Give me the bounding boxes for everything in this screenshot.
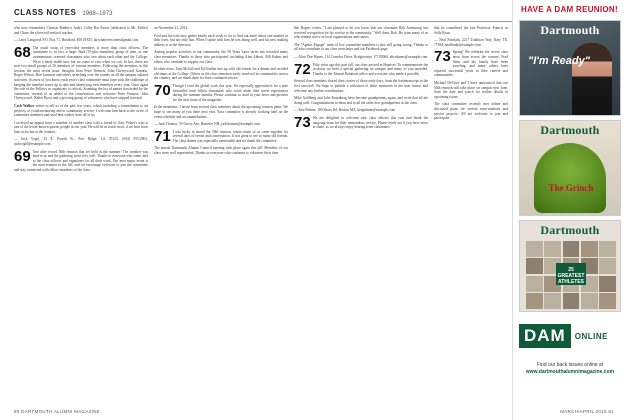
- paragraph-text: We are delighted to welcome new class officers this year and thank the outgoing team for their tremendous service. Please reach out if you have news to share, as we always enjoy hearing from classmates.: [312, 115, 428, 130]
- class-year-dropcap: 73: [434, 48, 451, 66]
- class-note-paragraph: [434, 26, 508, 35]
- cover-grinch-illustration: [534, 143, 606, 213]
- class-note-paragraph: [154, 26, 288, 31]
- paragraph-text: — Alice Doe Hanes, 114 Corridor Drive, Bridgewater, VT 05060, alicehanes@example.com: [294, 54, 428, 59]
- class-year-dropcap: 70: [154, 81, 171, 99]
- class-note-paragraph: [434, 102, 508, 120]
- dam-online-logo[interactable]: [519, 316, 621, 356]
- paragraph-text: Michael DeVries and I have announced that our 50th reunion will take place on campus next June. Save the date and watch for further details in upcoming issues.: [434, 80, 508, 99]
- paragraph-text: who now remembers Chrissie Rabbit-o Judy's Colby Bar Faster (dedicated to Mr. Esther) and Chase the silver-tail seafood cracker.: [14, 26, 148, 35]
- paragraph-text: The annual Dartmouth Alumni Council meeting took place again this fall. Members of our class were well represented. Thanks to everyone who continues to volunteer their time.: [154, 146, 288, 156]
- class-note-paragraph: [14, 38, 148, 43]
- dam-logo: DAM: [519, 324, 571, 348]
- class-note-paragraph: [14, 137, 148, 146]
- paragraph-text: The class committee recently met online and discussed plans for several mini-reunions and service projects. All are welcome to join and participate.: [434, 102, 508, 121]
- online-label: ONLINE: [574, 331, 608, 341]
- paragraph-text: The "Agents Engage" team of five committee members is also still going strong. Thanks to all who contribute to our class newsletter and our Facebook page.: [294, 42, 428, 52]
- class-note-paragraph: [14, 26, 148, 35]
- back-issues-url[interactable]: www.dartmouthalumnimagazine.com: [525, 369, 615, 375]
- class-note-paragraph: [14, 147, 148, 173]
- class-year-dropcap: 71: [154, 127, 171, 145]
- page-footer: [14, 406, 614, 416]
- class-note-paragraph: [154, 81, 288, 102]
- cover-title: The Grinch: [548, 183, 594, 193]
- paragraph-text: Spring! We celebrate the recent class news from across the country. Fred Stern and his family have been traveling, and many others have reported successful years in their careers and communities.: [434, 50, 508, 78]
- paragraph-text: Several class members shared their stories of those early days, from the freshman trips to the first snowfall. We hope to publish a collection of these memories in the near future, and welcome any further contributions.: [294, 79, 428, 93]
- class-note-paragraph: [154, 105, 288, 119]
- paragraph-text: Jim Rogers writes, "I am pleased to let you know that our classmate Bob Armstrong has received recognition for his service to the community." Well done, Bob. He joins many of us who remain active in local organizations and causes.: [294, 26, 428, 40]
- class-note-paragraph: [294, 113, 428, 131]
- paragraph-text: — Neal Frankiln, 2217 Tradition Way, Katy TX, 77494, nealfrank@example.com: [434, 38, 508, 47]
- paragraph-text: Fred and his wife now gather nearly each week to try to find out more about one another in their lives, but not only that. When I spoke with him he was doing well, and his new mailing address is in the directory.: [154, 33, 288, 47]
- paragraph-text: I received an appeal from a member of another class with a friend of Gary Fisher's who is one of the lesser-known quieter people in our year. He will be in touch soon, if we hear from him, as he has at the reunion.: [14, 120, 148, 134]
- class-note-paragraph: [434, 38, 508, 47]
- paragraph-text: Though I read the global work this year, I'm especially appreciative for a note forwarded from fellow classmates who wrote about their travel experiences during the summer months. Please continue to send in your news and pictures for the next issue of the magazine.: [172, 83, 288, 102]
- column-3: [294, 26, 428, 402]
- reunion-banner: [513, 0, 626, 18]
- section-title: CLASS NOTES: [14, 8, 77, 17]
- paragraph-text: writes to tell us of the past few years, which including a commitment to art projects, to youth mentoring and to community service. I welcome him back to the circle of committee members and send best wishes from all of us.: [14, 103, 148, 118]
- paragraph-text: In other news, Tom McGill and Ed Gaither met up with old friends for a dinner and recalled old times at the College. Others in the class remain actively involved in communities across the country, and we thank them for their continued service.: [154, 67, 288, 81]
- class-note-paragraph: [434, 50, 508, 78]
- class-note-paragraph: [294, 108, 428, 113]
- paragraph-lead-name: Cash Walker: [14, 103, 35, 108]
- paragraph-text: Among popular activities in our community, the 50 Years Later series has recorded many class memories. Thanks to those who participated, including Alan Abbott, Bill Kuhns and others who continue to support our class.: [154, 50, 288, 64]
- class-note-paragraph: [294, 60, 428, 78]
- paragraph-text: on November 21, 2014.: [154, 26, 189, 30]
- class-note-paragraph: [434, 81, 508, 99]
- class-note-paragraph: [294, 55, 428, 60]
- footer-left-folio: 80 DARTMOUTH ALUMNI MAGAZINE: [14, 408, 101, 414]
- back-issues-note: [519, 362, 621, 376]
- class-note-paragraph: [154, 127, 288, 145]
- cover-badge: 25 GREATEST ATHLETES: [556, 263, 586, 285]
- class-year-dropcap: 72: [294, 60, 311, 78]
- sidebar-ad: [512, 0, 626, 420]
- paragraph-text: — Jack Vogel, 23 E. Fourth St., Port Ridge, LA 70125, (504) 555-2801, jackvogel@example.com: [14, 137, 148, 147]
- class-note-paragraph: [14, 104, 148, 118]
- class-note-paragraph: [154, 146, 288, 155]
- paragraph-text: — Jack Thomas, 50 Grove Ave, Hanover NH, jackthomas@example.com: [154, 122, 260, 127]
- class-note-paragraph: [14, 43, 148, 101]
- class-note-paragraph: [294, 96, 428, 105]
- back-issues-text: Find our back issues online at: [536, 362, 604, 368]
- class-note-paragraph: [154, 34, 288, 48]
- magazine-cover-1[interactable]: [519, 20, 621, 116]
- reunion-banner-text: HAVE A DAM REUNION!: [521, 4, 618, 14]
- class-note-paragraph: [294, 43, 428, 52]
- paragraph-text: Mike Goldberg and Julie Rosenberg have become grandparents again, and write that all are doing well. Congratulations to them and to all the other new grandparents in the class.: [294, 96, 428, 105]
- paragraph-text: I was lucky to attend the 50th reunion, where many of us came together for several days of events and conversation. It was great to see so many old friends. The class dinner was especially memorable and we thank the committee.: [172, 129, 288, 143]
- class-note-paragraph: [294, 26, 428, 40]
- paragraph-text: The usual swap of year-class members is more than class officers. The committee is, in fact, a large, fluid (19-plus members) group of men, as one commentator, oriented classmates who care about each other and the College. We're a fairly stable unit, but we come to visit when we can. In fact, there are now two small groups of 20 members of veteran members. Following the members in this session, the most recent issue, thoughts from Peter Vermeis, John Cherrywood Gannon, Roger Wilson, Bart Jameson and others stretching over the rounds on all the campus cultural activities. As most of you know, each year's class committee must cope with the challenge of keeping the member roster up to date and identifying new members every year. Once again the role of the Fellows as organizers is critical. Scanning the list of names forwarded by the committee, several of us added to the conversation and welcome Peter Vermeis, John Cherrywood, Walter Rossi and a growing group of volunteers who have stepped forward.: [14, 45, 148, 101]
- cover-masthead: Dartmouth: [540, 223, 600, 237]
- class-year-dropcap: 73: [294, 113, 311, 131]
- paragraph-text: In the meantime, I heard from several class members about the upcoming reunion plans. We hope to see many of you there next year. Your committee is already working hard on the event schedule and accommodations.: [154, 105, 288, 119]
- class-note-paragraph: [154, 122, 288, 127]
- class-year-dropcap: 69: [14, 147, 31, 165]
- class-year-dropcap: 68: [14, 43, 31, 61]
- cover-headline: "I'm Ready": [528, 55, 590, 67]
- column-4: [434, 26, 508, 402]
- class-note-paragraph: [154, 50, 288, 64]
- class-note-paragraph: [154, 67, 288, 81]
- cover-portrait-image: [572, 43, 612, 116]
- magazine-cover-2[interactable]: [519, 120, 621, 216]
- paragraph-text: — Ken Palmer, 100 Shore Rd, Boston MA, kenpalmer@example.com: [294, 108, 396, 113]
- class-note-paragraph: [14, 121, 148, 135]
- cover-masthead: Dartmouth: [540, 123, 600, 137]
- class-note-paragraph: [294, 79, 428, 93]
- paragraph-text: Fifty years ago this past fall, our class arrived in Hanover. To commemorate the occasion we held a special gathering on campus and many of you attended. Thanks to the Alumni Relations office and everyone who made it possible.: [312, 62, 428, 76]
- column-1: [14, 26, 148, 402]
- paragraph-text: that he considered the late Professor Francis as Sally Ryan.: [434, 26, 508, 35]
- paragraph-text: One after record 50th reunion that we held in the summer. The weather was kind to us and the gathering went very well. Thanks to everyone who came, and to the class officers and organizers for all their work. Our next major event is the mini-reunion in the fall, and we encourage everyone to join the committee and stay connected with fellow members of the class.: [14, 149, 148, 173]
- cover-masthead: Dartmouth: [540, 23, 600, 37]
- paragraph-text: — Larry Langford, P.O. Box 71, Bradford, MA 01835, lar.whatevercomeszlgmail.com: [14, 38, 139, 43]
- footer-right-folio: MARCH/APRIL 2015 81: [560, 408, 614, 414]
- magazine-cover-3[interactable]: [519, 220, 621, 312]
- column-2: [154, 26, 288, 402]
- section-years: 1968–1973: [82, 11, 113, 17]
